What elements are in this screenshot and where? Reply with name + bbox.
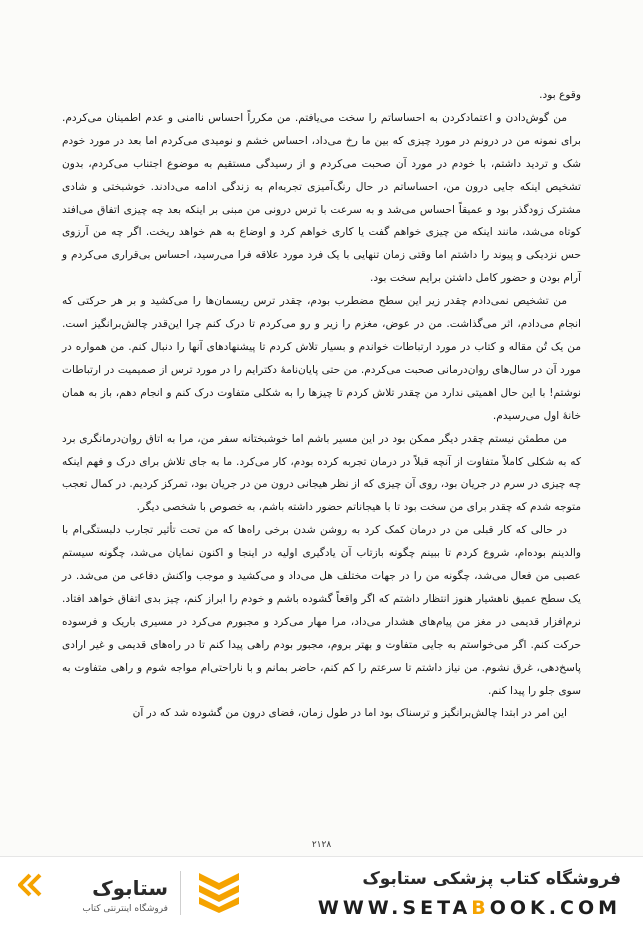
- page-number: ۲۱۲۸: [311, 840, 332, 850]
- store-url[interactable]: [318, 897, 621, 919]
- url-prefix: WWW.SETA: [317, 897, 472, 919]
- logo-subtitle: فروشگاه اینترنتی کتاب: [82, 904, 168, 914]
- paragraph-1: وقوع بود.: [539, 89, 581, 101]
- paragraph-2: من گوش‌دادن و اعتمادکردن به احساساتم را سخت می‌یافتم. من مکرراً احساس ناامنی و عدم اطمینان می‌کردم. برای نمونه من در درونم در مورد چیزی که بین ما رخ می‌داد، احساس خشم و نومیدی می‌کردم اما بعد در مورد خودم شک و تردید داشتم، با خودم در مورد آن صحبت می‌کردم و از رسیدگی مستقیم به موضوع اجتناب می‌کردم، بدون تشخیص اینکه جایی درون من، احساساتم در حال رنگ‌آمیزی تجربه‌ام به زندگی ادامه می‌دادند. خوشبختی و شادی مشترک زودگذر بود و عمیقاً احساس می‌شد و به سرعت با ترس درونی من مبنی بر اینکه بعد چه چیزی اتفاق می‌افتد کوتاه می‌شد، مانند اینکه من چیزی خواهم گفت یا کاری خواهم کرد و اوضاع به هم خواهد ریخت. اگر چه من آرزوی حس نزدیکی و پیوند را داشتم اما وقتی زمان تنهایی با یک فرد مورد علاقه فرا می‌رسید، احساس بی‌قراری می‌کردم و آرام بودن و حضور کامل داشتن برایم سخت بود.: [62, 111, 581, 285]
- url-accent: B: [471, 897, 490, 919]
- store-title: فروشگاه کتاب پزشکی ستابوک: [362, 869, 621, 889]
- paragraph-4: من مطمئن نیستم چقدر دیگر ممکن بود در این مسیر باشم اما خوشبختانه سفر من، مرا به اتاق روان‌درمانگری برد که به شکلی کاملاً متفاوت از آنچه قبلاً در درمان تجربه کرده بودم، کار می‌کرد. ما به جای تلاش برای درک و فهم اینکه چه چیزی در سرم در جریان بود، روی آن چیزی که از نظر هیجانی درون من در جریان بود، تمرکز کردیم. در کمال تعجب متوجه شدم که چقدر برای من سخت بود تا با هیجاناتم حضور داشته باشم، به خصوص با شخصی دیگر.: [62, 432, 581, 514]
- logo-wordmark: ستابوک: [92, 876, 168, 900]
- url-suffix: OOK.COM: [489, 897, 621, 919]
- setabook-logo: [18, 871, 170, 915]
- book-chevron-logo-icon: [196, 869, 242, 913]
- store-footer-banner: [0, 856, 643, 927]
- paragraph-3: من تشخیص نمی‌دادم چقدر زیر این سطح مضطرب بودم، چقدر ترس ریسمان‌ها را می‌کشید و بر هر حرکتی که انجام می‌دادم، اثر می‌گذاشت. من در عوض، مغزم را زیر و رو می‌کردم تا درک کنم چرا این‌قدر چالش‌برانگیز است. من یک تُن مقاله و کتاب در مورد ارتباطات خواندم و بسیار تلاش کردم تا پیشنهادهای آنها را دنبال کنم. من همواره در مورد آن در سال‌های روان‌درمانی صحبت می‌کردم. من حتی پایان‌نامهٔ دکترایم را در مورد ترس از صمیمیت در ارتباطات نوشتم! با این حال اهمیتی ندارد من چقدر تلاش کردم تا چیزها را به شکلی متفاوت درک کنم و انجام دهم، باز به همان خانهٔ اول می‌رسیدم.: [62, 295, 581, 422]
- paragraph-6: این امر در ابتدا چالش‌برانگیز و ترسناک بود اما در طول زمان، فضای درون من گشوده شد که در آن: [132, 707, 567, 720]
- page-body-text: [62, 84, 581, 725]
- footer-divider: [180, 871, 181, 915]
- paragraph-5: در حالی که کار قبلی من در درمان کمک کرد به روشن شدن برخی راه‌ها که من تحت تأثیر تجارب دلبستگی‌ام با والدینم بوده‌ام، شروع کردم تا ببینم چگونه بازتاب آن یادگیری اولیه در اینجا و اکنون نمایان می‌شد، چگونه سیستم عصبی من فعال می‌شد، چگونه من را در جهات مختلف هل می‌داد و می‌کشید و موجب واکنش دفاعی من می‌شد. در یک سطح عمیق ناهشیار هنوز انتظار داشتم که اگر واقعاً گشوده باشم و خودم را ابراز کنم، چیز بدی اتفاق خواهد افتاد. نرم‌افزار قدیمی در مغز من پیام‌های هشدار می‌داد، مرا مهار می‌کرد و مجبورم می‌کرد در مسیری باریک و فرسوده حرکت کنم. اگر می‌خواستم به جایی متفاوت و بهتر بروم، مجبور بودم راهی پیدا کنم تا در راه‌های قدیمی و غیر ارادی پاسخ‌دهی، غرق نشوم. من نیاز داشتم تا سرعتم را کم کنم، حاضر بمانم و با ناراحتی‌ام مواجه شوم و راهی متفاوت به سوی جلو را پیدا کنم.: [62, 524, 581, 697]
